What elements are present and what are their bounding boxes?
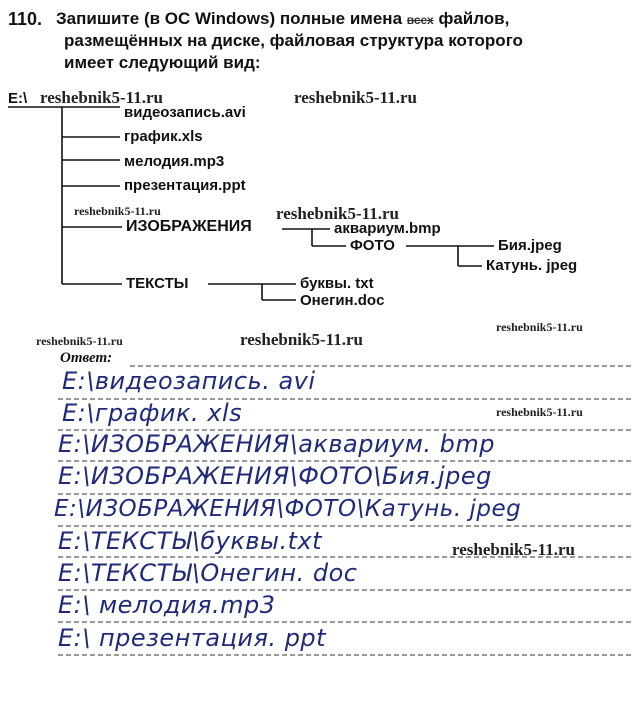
- task-line-3: имеет следующий вид:: [64, 53, 261, 72]
- tree-file-onegin: Онегин.doc: [300, 292, 385, 309]
- tree-root-drive: E:\: [8, 90, 28, 107]
- tree-file-katun: Катунь. jpeg: [486, 257, 578, 274]
- watermark: reshebnik5-11.ru: [36, 334, 123, 348]
- answer-line-6: E:\ТЕКСТЫ\буквы.txt: [58, 527, 323, 555]
- watermark: reshebnik5-11.ru: [496, 405, 583, 419]
- tree-file-chart: график.xls: [124, 128, 203, 145]
- answer-line-5: E:\ИЗОБРАЖЕНИЯ\ФОТО\Катунь. jpeg: [54, 496, 522, 522]
- answer-line-7: E:\ТЕКСТЫ\Онегин. doc: [58, 559, 358, 587]
- tree-file-presentation: презентация.ppt: [124, 177, 246, 194]
- tree-file-video: видеозапись.avi: [124, 104, 246, 121]
- answer-line-3: E:\ИЗОБРАЖЕНИЯ\аквариум. bmp: [58, 430, 495, 458]
- answer-line-2: E:\график. xls: [62, 399, 243, 427]
- answer-label: Ответ:: [60, 350, 113, 366]
- tree-folder-images: ИЗОБРАЖЕНИЯ: [126, 218, 252, 235]
- answer-line-8: E:\ мелодия.mp3: [58, 591, 276, 619]
- tree-file-melody: мелодия.mp3: [124, 153, 225, 170]
- task-number: 110.: [8, 9, 43, 29]
- watermark: reshebnik5-11.ru: [74, 204, 161, 218]
- answer-line-9: E:\ презентация. ppt: [58, 624, 327, 652]
- answer-line-4: E:\ИЗОБРАЖЕНИЯ\ФОТО\Бия.jpeg: [58, 462, 492, 490]
- watermark: reshebnik5-11.ru: [240, 330, 363, 349]
- task-line-1-after: файлов,: [433, 9, 510, 28]
- tree-file-bukvy: буквы. txt: [300, 275, 374, 292]
- answer-line-1: E:\видеозапись. avi: [62, 367, 316, 395]
- watermark: reshebnik5-11.ru: [40, 88, 163, 107]
- watermark: reshebnik5-11.ru: [294, 88, 417, 107]
- tree-folder-photo: ФОТО: [350, 237, 395, 254]
- tree-folder-texts: ТЕКСТЫ: [126, 275, 189, 292]
- task-struck-word: всех: [406, 13, 434, 27]
- task-line-2: размещённых на диске, файловая структура которого: [64, 31, 523, 50]
- watermark: reshebnik5-11.ru: [452, 540, 575, 559]
- watermark: reshebnik5-11.ru: [276, 204, 399, 223]
- tree-file-biya: Бия.jpeg: [498, 237, 562, 254]
- watermark: reshebnik5-11.ru: [496, 320, 583, 334]
- tree-file-aquarium: аквариум.bmp: [334, 220, 441, 237]
- task-line-1-before: Запишите (в ОС Windows) полные имена: [56, 9, 407, 28]
